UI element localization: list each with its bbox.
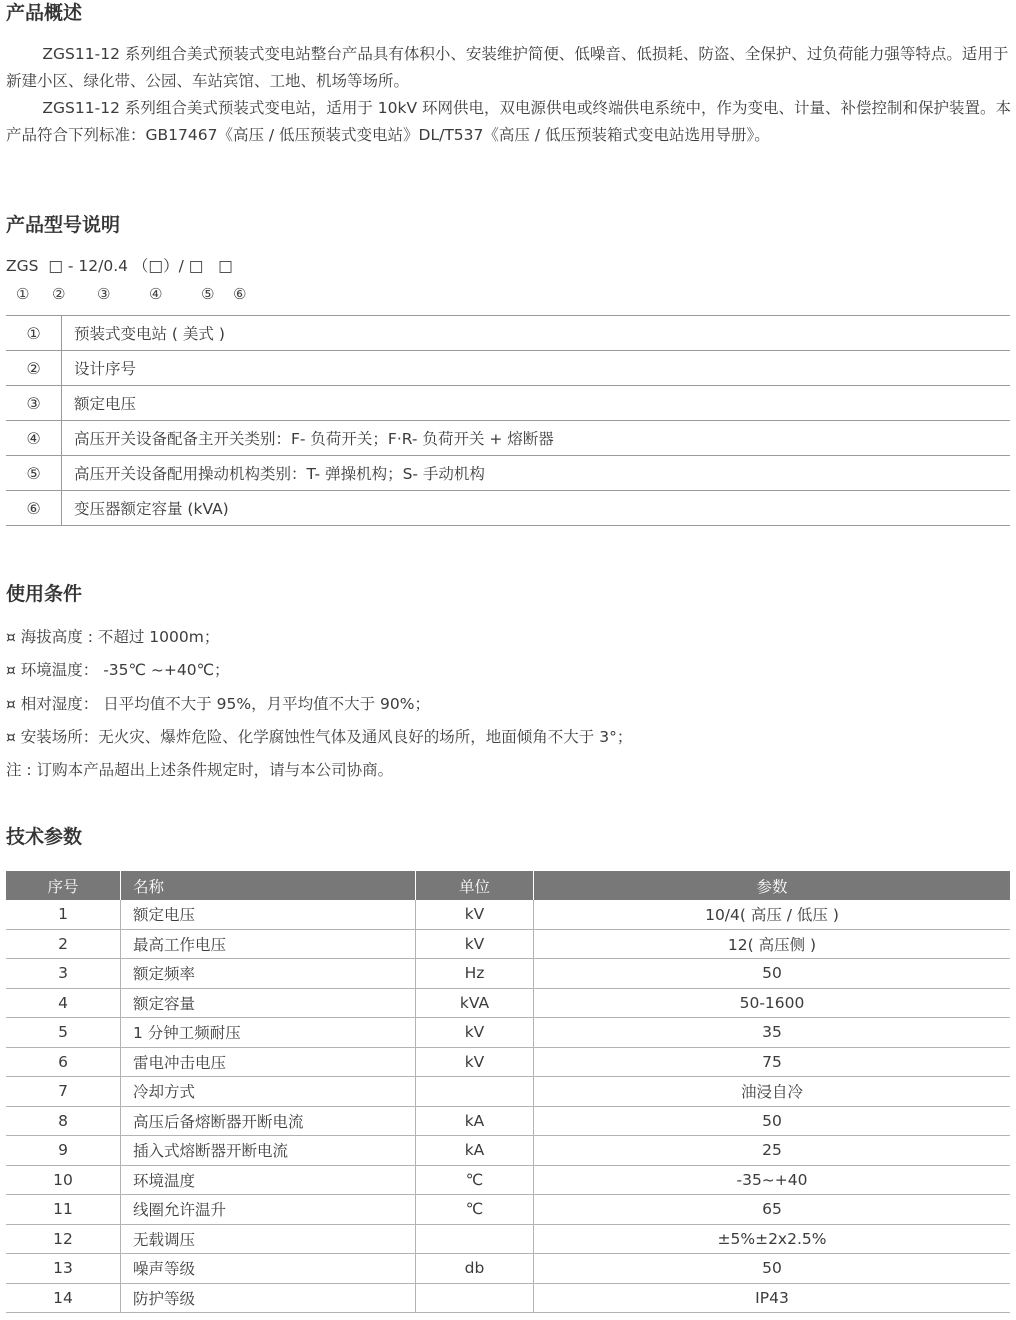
cell-unit: Hz: [416, 959, 534, 989]
cell-unit: kV: [416, 929, 534, 959]
model-heading: 产品型号说明: [6, 214, 121, 236]
table-row: [6, 1283, 1010, 1313]
table-row: [6, 1165, 1010, 1195]
table-row: [6, 1224, 1010, 1254]
table-row: [6, 1047, 1010, 1077]
cell-unit: ℃: [416, 1165, 534, 1195]
marker: ①: [16, 285, 30, 303]
cell-value: 35: [534, 1018, 1011, 1048]
cell-value: 50: [534, 1106, 1011, 1136]
cell-value: 10/4( 高压 / 低压 ): [534, 900, 1011, 929]
cell-value: 50-1600: [534, 988, 1011, 1018]
cell-value: 75: [534, 1047, 1011, 1077]
table-row: [6, 988, 1010, 1018]
cell-index: 4: [6, 988, 121, 1018]
cell-name: 防护等级: [121, 1283, 416, 1313]
overview-paragraph: ZGS11-12 系列组合美式预装式变电站，适用于 10kV 环网供电，双电源供电或终端供电系统中，作为变电、计量、补偿控制和保护装置。本产品符合下列标准：GB17467《高压 / 低压预装式变电站》DL/T537《高压 / 低压预装箱式变电站选用导册》。: [6, 99, 1012, 144]
table-row: [6, 1077, 1010, 1107]
cell-index: 6: [6, 1047, 121, 1077]
cell-index: 5: [6, 1018, 121, 1048]
cell-index: 2: [6, 929, 121, 959]
spec-table: [6, 871, 1010, 1313]
cell-name: 插入式熔断器开断电流: [121, 1136, 416, 1166]
conditions-heading: 使用条件: [6, 583, 83, 605]
definition-row: [6, 491, 1010, 526]
table-row: [6, 1195, 1010, 1225]
specs-heading: 技术参数: [6, 826, 83, 848]
cell-name: 额定电压: [121, 900, 416, 929]
cell-unit: [416, 1077, 534, 1107]
cell-name: 噪声等级: [121, 1254, 416, 1284]
cell-name: 雷电冲击电压: [121, 1047, 416, 1077]
cell-value: ±5%±2x2.5%: [534, 1224, 1011, 1254]
cell-unit: ℃: [416, 1195, 534, 1225]
definition-text: 高压开关设备配用操动机构类别：T- 弹操机构；S- 手动机构: [62, 456, 1011, 491]
definition-text: 变压器额定容量 (kVA): [62, 491, 1011, 526]
cell-value: 25: [534, 1136, 1011, 1166]
marker: ②: [52, 285, 66, 303]
definition-number: ②: [6, 351, 62, 386]
overview-heading: 产品概述: [6, 2, 83, 24]
definition-row: [6, 421, 1010, 456]
table-row: [6, 1136, 1010, 1166]
condition-item: ¤ 相对湿度： 日平均值不大于 95%，月平均值不大于 90%；: [6, 694, 430, 713]
col-header-value: 参数: [534, 871, 1011, 900]
table-row: [6, 929, 1010, 959]
cell-index: 11: [6, 1195, 121, 1225]
cell-value: -35~+40: [534, 1165, 1011, 1195]
cell-value: 50: [534, 959, 1011, 989]
cell-index: 7: [6, 1077, 121, 1107]
cell-index: 13: [6, 1254, 121, 1284]
col-header-name: 名称: [121, 871, 416, 900]
cell-name: 高压后备熔断器开断电流: [121, 1106, 416, 1136]
cell-name: 额定频率: [121, 959, 416, 989]
spec-header-row: [6, 871, 1010, 900]
table-row: [6, 959, 1010, 989]
definition-text: 预装式变电站 ( 美式 ): [62, 316, 1011, 351]
definition-text: 高压开关设备配备主开关类别：F- 负荷开关；F·R- 负荷开关 + 熔断器: [62, 421, 1011, 456]
definition-number: ⑥: [6, 491, 62, 526]
cell-unit: kV: [416, 1018, 534, 1048]
condition-item: ¤ 环境温度： -35℃ ~+40℃；: [6, 661, 230, 680]
cell-value: 65: [534, 1195, 1011, 1225]
cell-index: 9: [6, 1136, 121, 1166]
cell-unit: [416, 1283, 534, 1313]
model-markers: [0, 285, 300, 307]
cell-unit: kV: [416, 1047, 534, 1077]
cell-unit: kA: [416, 1106, 534, 1136]
table-row: [6, 1018, 1010, 1048]
table-row: [6, 900, 1010, 929]
definition-number: ③: [6, 386, 62, 421]
cell-name: 线圈允许温升: [121, 1195, 416, 1225]
condition-item: ¤ 安装场所：无火灾、爆炸危险、化学腐蚀性气体及通风良好的场所，地面倾角不大于 3°；: [6, 727, 633, 746]
definition-number: ⑤: [6, 456, 62, 491]
table-row: [6, 1106, 1010, 1136]
marker: ⑤: [201, 285, 215, 303]
marker: ③: [97, 285, 111, 303]
definition-row: [6, 456, 1010, 491]
cell-value: 12( 高压侧 ): [534, 929, 1011, 959]
cell-index: 1: [6, 900, 121, 929]
marker: ④: [149, 285, 163, 303]
cell-name: 环境温度: [121, 1165, 416, 1195]
cell-name: 额定容量: [121, 988, 416, 1018]
cell-value: 油浸自冷: [534, 1077, 1011, 1107]
cell-name: 最高工作电压: [121, 929, 416, 959]
definition-number: ①: [6, 316, 62, 351]
cell-name: 1 分钟工频耐压: [121, 1018, 416, 1048]
marker: ⑥: [233, 285, 247, 303]
cell-name: 无载调压: [121, 1224, 416, 1254]
cell-index: 12: [6, 1224, 121, 1254]
table-row: [6, 1254, 1010, 1284]
cell-index: 14: [6, 1283, 121, 1313]
model-definition-table: [6, 315, 1010, 526]
definition-text: 额定电压: [62, 386, 1011, 421]
definition-row: [6, 386, 1010, 421]
cell-unit: kV: [416, 900, 534, 929]
cell-unit: kA: [416, 1136, 534, 1166]
overview-text: [6, 41, 1012, 149]
cell-unit: [416, 1224, 534, 1254]
cell-name: 冷却方式: [121, 1077, 416, 1107]
condition-item: 注 : 订购本产品超出上述条件规定时，请与本公司协商。: [6, 761, 394, 780]
definition-row: [6, 316, 1010, 351]
cell-index: 10: [6, 1165, 121, 1195]
cell-value: 50: [534, 1254, 1011, 1284]
cell-index: 8: [6, 1106, 121, 1136]
condition-item: ¤ 海拔高度 : 不超过 1000m；: [6, 628, 220, 646]
cell-unit: db: [416, 1254, 534, 1284]
definition-row: [6, 351, 1010, 386]
model-formula: ZGS □ - 12/0.4 （□）/ □ □: [6, 257, 233, 275]
col-header-index: 序号: [6, 871, 121, 900]
col-header-unit: 单位: [416, 871, 534, 900]
cell-unit: kVA: [416, 988, 534, 1018]
conditions-list: [6, 624, 632, 790]
definition-number: ④: [6, 421, 62, 456]
cell-value: IP43: [534, 1283, 1011, 1313]
overview-paragraph: ZGS11-12 系列组合美式预装式变电站整台产品具有体积小、安装维护简便、低噪音、低损耗、防盗、全保护、过负荷能力强等特点。适用于新建小区、绿化带、公园、车站宾馆、工地、机场等场所。: [6, 45, 1009, 90]
cell-index: 3: [6, 959, 121, 989]
definition-text: 设计序号: [62, 351, 1011, 386]
